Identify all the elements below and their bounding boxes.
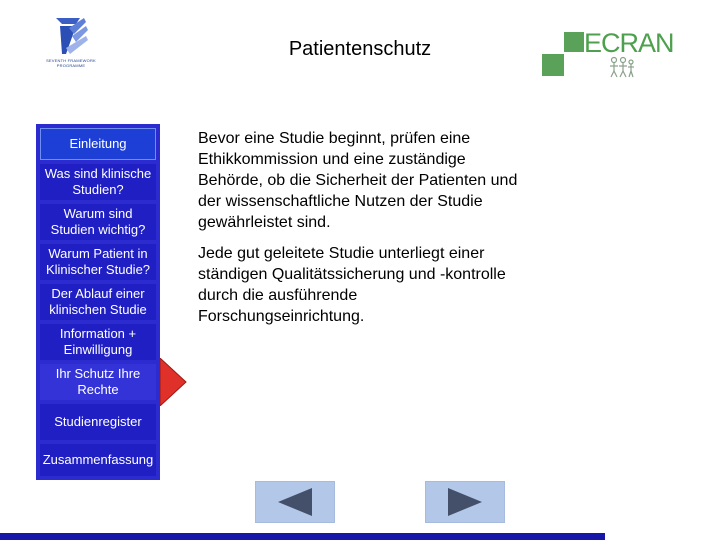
previous-button[interactable]	[255, 481, 335, 523]
sidebar-item-schutz-rechte[interactable]: Ihr Schutz Ihre Rechte	[40, 364, 156, 400]
content-paragraph: Jede gut geleitete Studie unterliegt einer ständigen Qualitätssicherung und -kontrolle durch die ausführende Forschungseinrichtung.	[198, 245, 506, 325]
fp7-logo-caption: SEVENTH FRAMEWORK PROGRAMME	[46, 58, 96, 68]
ecran-logo-text: ECRAN	[584, 28, 674, 58]
page-title: Patientenschutz	[288, 38, 432, 60]
people-icon	[608, 56, 636, 78]
sidebar-item-ablauf[interactable]: Der Ablauf einer klinischen Studie	[40, 284, 156, 320]
pointer-arrow-icon	[160, 358, 188, 406]
fp7-logo	[36, 14, 106, 76]
fp7-logo-icon	[36, 14, 106, 58]
sidebar-item-information[interactable]: Information + Einwilligung	[40, 324, 156, 360]
sidebar-item-einleitung[interactable]: Einleitung	[40, 128, 156, 160]
sidebar-item-studienregister[interactable]: Studienregister	[40, 404, 156, 440]
sidebar-item-warum-patient[interactable]: Warum Patient in Klinischer Studie?	[40, 244, 156, 280]
arrow-left-icon	[272, 485, 318, 519]
ecran-logo-square-top	[564, 32, 584, 52]
content-paragraph: Bevor eine Studie beginnt, prüfen eine Ethikkommission und eine zuständige Behörde, ob die Sicherheit der Patienten und der wissenschaftliche Nutzen der Studie gewährleistet sind.	[198, 130, 518, 231]
next-button[interactable]	[425, 481, 505, 523]
sidebar-item-was-sind-studien[interactable]: Was sind klinische Studien?	[40, 164, 156, 200]
ecran-logo-square-bottom	[542, 54, 564, 76]
sidebar-nav	[36, 124, 160, 480]
arrow-right-icon	[442, 485, 488, 519]
sidebar-item-zusammenfassung[interactable]: Zusammenfassung	[40, 444, 156, 476]
bottom-bar	[0, 533, 605, 540]
sidebar-item-warum-wichtig[interactable]: Warum sind Studien wichtig?	[40, 204, 156, 240]
main-content	[198, 128, 518, 337]
ecran-logo	[540, 28, 680, 82]
